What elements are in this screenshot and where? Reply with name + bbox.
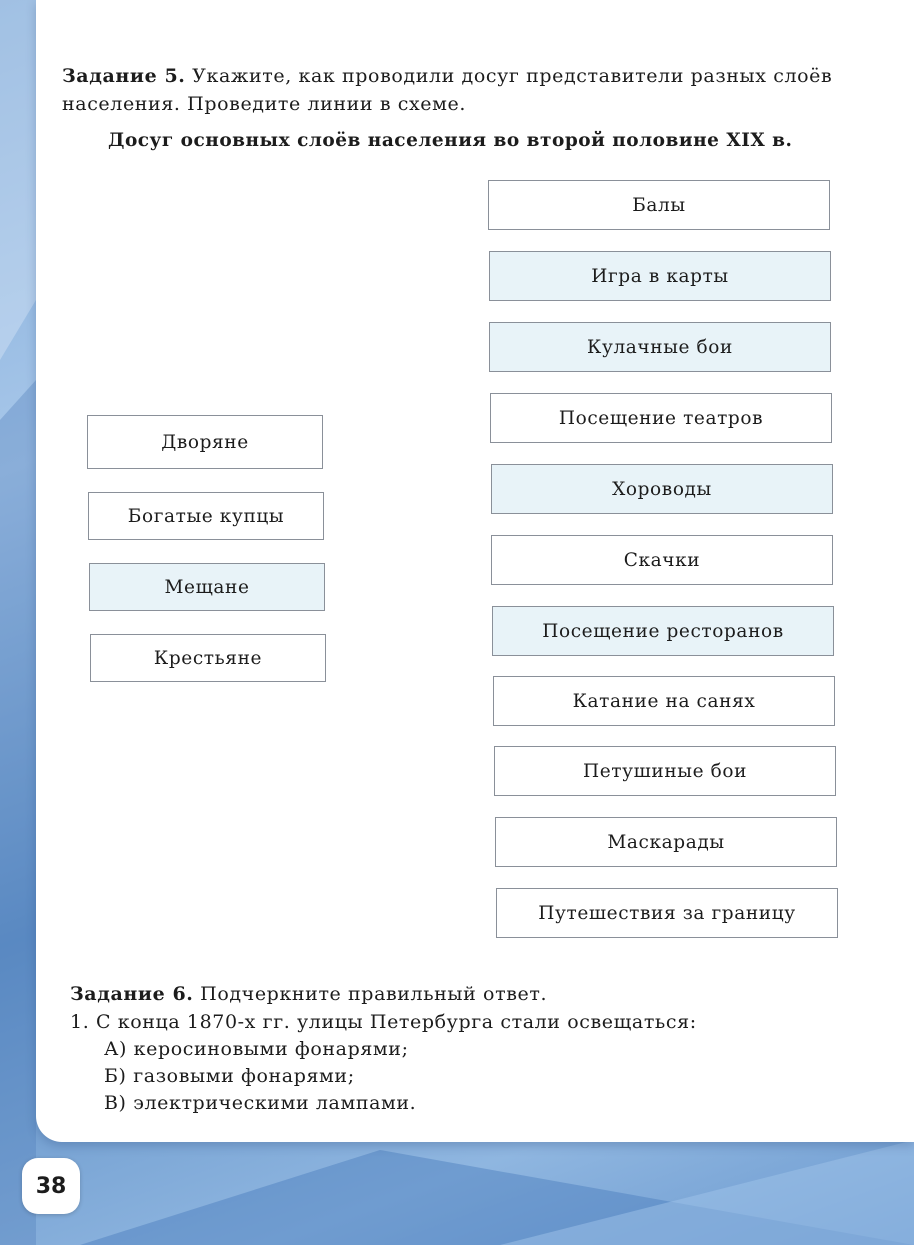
activity-box-karty[interactable]: Игра в карты bbox=[489, 251, 831, 301]
class-box-krestyane[interactable]: Крестьяне bbox=[90, 634, 326, 682]
task5-line1: Укажите, как проводили досуг представители разных слоёв bbox=[185, 65, 833, 87]
task5-line2: населения. Проведите линии в схеме. bbox=[62, 93, 467, 115]
activity-box-maskarady[interactable]: Маскарады bbox=[495, 817, 837, 867]
task6-question: 1. С конца 1870-х гг. улицы Петербурга стали освещаться: bbox=[70, 1011, 697, 1033]
activity-box-skachki[interactable]: Скачки bbox=[491, 535, 833, 585]
answer-v[interactable]: В) электрическими лампами. bbox=[104, 1092, 417, 1114]
task6-instruction: Подчеркните правильный ответ. bbox=[193, 983, 548, 1005]
answer-a[interactable]: А) керосиновыми фонарями; bbox=[104, 1038, 409, 1060]
activity-box-katanie[interactable]: Катание на санях bbox=[493, 676, 835, 726]
activity-box-restorany[interactable]: Посещение ресторанов bbox=[492, 606, 834, 656]
task5-label: Задание 5. bbox=[62, 65, 186, 87]
activity-box-teatry[interactable]: Посещение театров bbox=[490, 393, 832, 443]
task6-text bbox=[70, 980, 860, 1036]
class-box-kuptsy[interactable]: Богатые купцы bbox=[88, 492, 324, 540]
answer-b[interactable]: Б) газовыми фонарями; bbox=[104, 1065, 355, 1087]
activity-box-khorovody[interactable]: Хороводы bbox=[491, 464, 833, 514]
task5-text bbox=[62, 62, 862, 118]
activity-box-kulachnye-boi[interactable]: Кулачные бои bbox=[489, 322, 831, 372]
scheme-title: Досуг основных слоёв населения во второй половине XIX в. bbox=[108, 130, 793, 151]
page-number: 38 bbox=[22, 1158, 80, 1214]
class-box-meshchane[interactable]: Мещане bbox=[89, 563, 325, 611]
activity-box-puteshestviya[interactable]: Путешествия за границу bbox=[496, 888, 838, 938]
activity-box-petushinye-boi[interactable]: Петушиные бои bbox=[494, 746, 836, 796]
task6-label: Задание 6. bbox=[70, 983, 194, 1005]
activity-box-baly[interactable]: Балы bbox=[488, 180, 830, 230]
class-box-dvoryane[interactable]: Дворяне bbox=[87, 415, 323, 469]
